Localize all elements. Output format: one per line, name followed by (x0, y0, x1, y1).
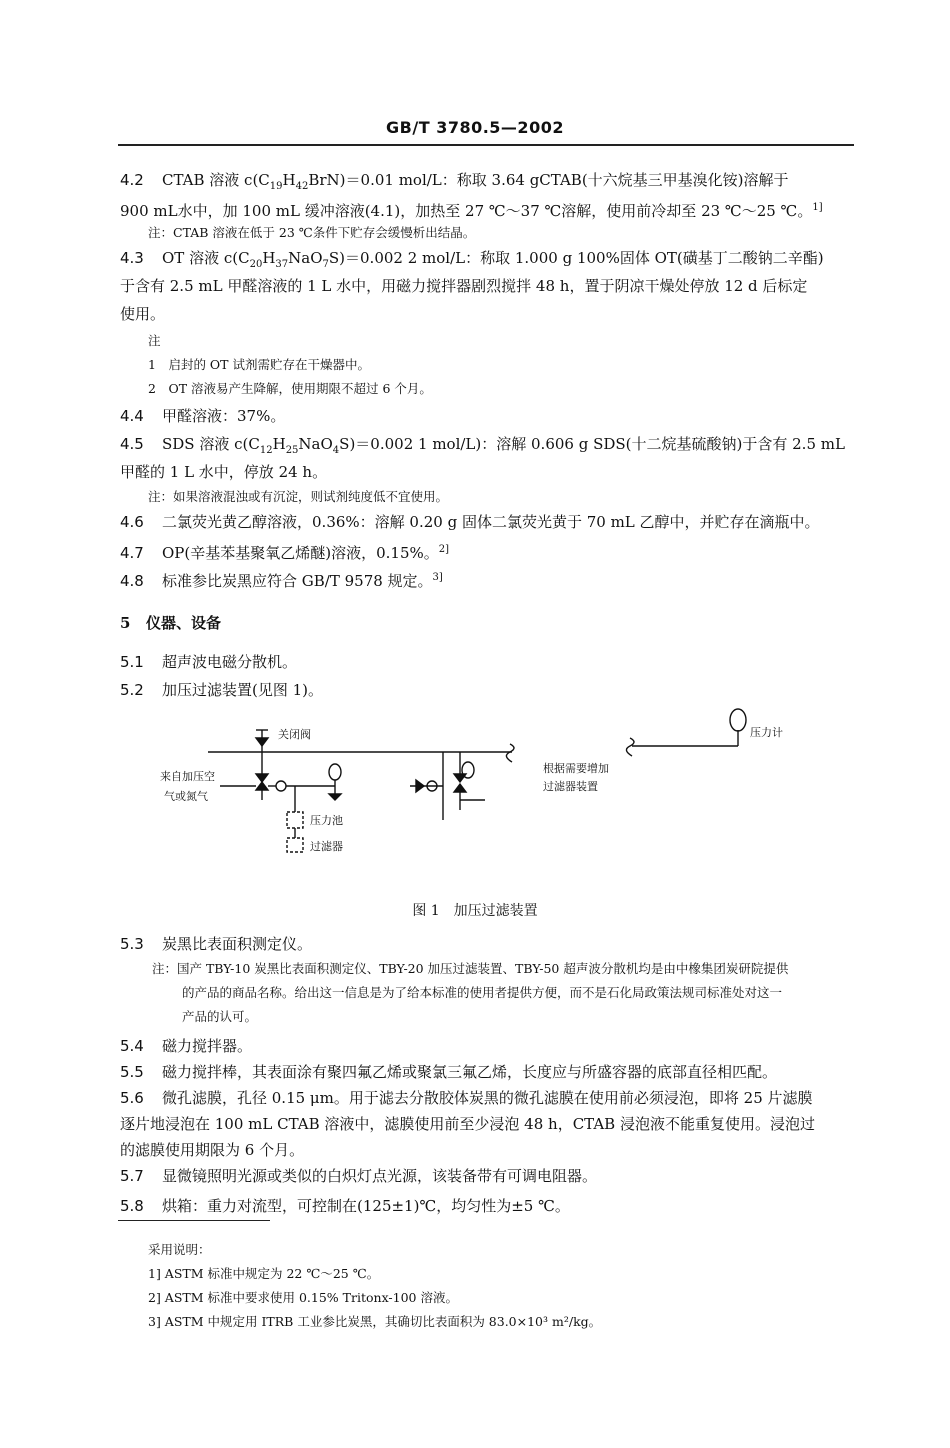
clause-4-3-line2: 于含有 2.5 mL 甲醛溶液的 1 L 水中，用磁力搅拌器剧烈搅拌 48 h，置于阴凉干燥处停放 12 d 后标定 (120, 277, 808, 295)
clause-5-3: 5.3 炭黑比表面积测定仪。 (120, 935, 313, 953)
label-source-1: 来自加压空 (160, 770, 215, 783)
section-5-heading: 5 仪器、设备 (120, 614, 222, 632)
clause-5-6-line3: 的滤膜使用期限为 6 个月。 (120, 1141, 305, 1159)
note-5-3-line1: 注：国产 TBY-10 炭黑比表面积测定仪、TBY-20 加压过滤装置、TBY-50 超声波分散机均是由中橡集团炭研院提供 (152, 961, 789, 976)
clause-5-6: 5.6 微孔滤膜，孔径 0.15 μm。用于滤去分散胶体炭黑的微孔滤膜在使用前必须浸泡，即将 25 片滤膜 (120, 1089, 813, 1107)
label-add-filter-2: 过滤器装置 (543, 780, 598, 793)
label-filter: 过滤器 (310, 840, 343, 853)
clause-4-3: 4.3 OT 溶液 $c(C_{20}H_{37}NaO_7S)=0.002$ 2 mol/L：称取 1.000 g 100%固体 OT(磺基丁二酸钠二辛酯) (120, 249, 824, 270)
note-4-3-1: 1 启封的 OT 试剂需贮存在干燥器中。 (148, 357, 370, 372)
clause-4-5-line2: 甲醛的 1 L 水中，停放 24 h。 (120, 463, 328, 481)
figure-1-diagram (160, 700, 820, 870)
clause-4-6: 4.6 二氯荧光黄乙醇溶液，0.36%：溶解 0.20 g 固体二氯荧光黄于 70 mL 乙醇中，并贮存在滴瓶中。 (120, 513, 820, 531)
note-4-3-2: 2 OT 溶液易产生降解，使用期限不超过 6 个月。 (148, 381, 432, 396)
clause-5-8: 5.8 烘箱：重力对流型，可控制在(125±1)℃，均匀性为±5 ℃。 (120, 1197, 570, 1215)
clause-4-4: 4.4 甲醛溶液：37%。 (120, 407, 286, 425)
clause-5-4: 5.4 磁力搅拌器。 (120, 1037, 253, 1055)
clause-4-8: 4.8 标准参比炭黑应符合 GB/T 9578 规定。$^{3]}$ (120, 572, 443, 590)
figure-1-caption: 图 1 加压过滤装置 (412, 903, 538, 919)
clause-5-1: 5.1 超声波电磁分散机。 (120, 653, 298, 671)
label-closing-valve: 关闭阀 (278, 728, 311, 741)
label-pressure-gauge: 压力计 (750, 726, 783, 739)
footnote-1: 1] ASTM 标准中规定为 22 ℃～25 ℃。 (148, 1266, 380, 1281)
label-source-2: 气或氮气 (164, 790, 208, 803)
clause-5-2: 5.2 加压过滤装置(见图 1)。 (120, 681, 324, 699)
clause-4-2-line2: 900 mL水中，加 100 mL 缓冲溶液(4.1)，加热至 27 ℃～37 ℃溶解，使用前冷却至 23 ℃～25 ℃。$^{1]}$ (120, 202, 823, 220)
page-header: GB/T 3780.5—2002 (386, 118, 564, 137)
footnote-head: 采用说明： (148, 1242, 211, 1257)
note-5-3-line3: 产品的认可。 (182, 1009, 258, 1024)
clause-5-7: 5.7 显微镜照明光源或类似的白炽灯点光源，该装备带有可调电阻器。 (120, 1167, 598, 1185)
note-4-2: 注：CTAB 溶液在低于 23 ℃条件下贮存会缓慢析出结晶。 (148, 225, 476, 240)
note-4-5: 注：如果溶液混浊或有沉淀，则试剂纯度低不宜使用。 (148, 489, 449, 504)
clause-4-5: 4.5 SDS 溶液 $c(C_{12}H_{25}NaO_4S)=0.002$ 1 mol/L)：溶解 0.606 g SDS(十二烷基硫酸钠)于含有 2.5 mL (120, 435, 845, 456)
footnote-2: 2] ASTM 标准中要求使用 0.15% Tritonx-100 溶液。 (148, 1290, 458, 1305)
clause-4-7: 4.7 OP(辛基苯基聚氧乙烯醚)溶液，0.15%。$^{2]}$ (120, 544, 450, 562)
clause-4-2: 4.2 CTAB 溶液 $c(C_{19}H_{42}BrN)=0.01$ mol/L：称取 3.64 gCTAB(十六烷基三甲基溴化铵)溶解于 (120, 171, 789, 192)
note-4-3-head: 注 (148, 333, 161, 348)
footnote-rule (118, 1220, 270, 1221)
label-pressure-tank: 压力池 (310, 814, 343, 827)
note-5-3-line2: 的产品的商品名称。给出这一信息是为了给本标准的使用者提供方便，而不是石化局政策法规司标准处对这一 (182, 985, 783, 1000)
clause-4-3-line3: 使用。 (120, 305, 166, 323)
footnote-3: 3] ASTM 中规定用 ITRB 工业参比炭黑，其确切比表面积为 83.0×10³ m²/kg。 (148, 1314, 602, 1329)
label-add-filter-1: 根据需要增加 (543, 762, 609, 775)
clause-5-6-line2: 逐片地浸泡在 100 mL CTAB 溶液中，滤膜使用前至少浸泡 48 h，CTAB 浸泡液不能重复使用。浸泡过 (120, 1115, 815, 1133)
clause-5-5: 5.5 磁力搅拌棒，其表面涂有聚四氟乙烯或聚氯三氟乙烯，长度应与所盛容器的底部直径相匹配。 (120, 1063, 778, 1081)
header-rule (118, 144, 854, 146)
